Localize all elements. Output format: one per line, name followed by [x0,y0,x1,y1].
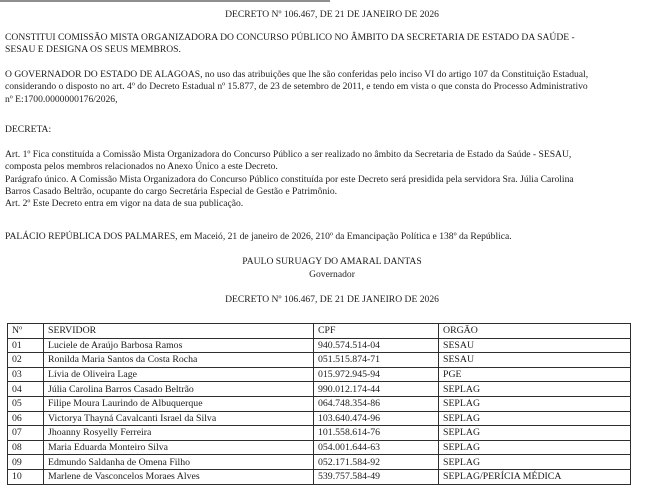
table-cell: Edmundo Saldanha de Omena Filho [44,455,314,470]
signature-name: PAULO SURUAGY DO AMARAL DANTAS [242,256,422,267]
table-header-cell: Nº [8,324,44,339]
table-cell: SESAU [439,353,631,368]
table-cell: 940.574.514-04 [314,338,439,353]
table-cell: 02 [8,353,44,368]
text-line: Parágrafo único. A Comissão Mista Organizadora do Concurso Público constituída por este Decreto será presidida pela servidora Sra. Júlia Carolina [5,173,574,185]
table-cell: 04 [8,382,44,397]
table-row [8,469,631,484]
table-cell: Marlene de Vasconcelos Moraes Alves [44,469,314,484]
table-row [8,353,631,368]
text-line: O GOVERNADOR DO ESTADO DE ALAGOAS, no uso das atribuições que lhe são conferidas pelo inciso VI do artigo 107 da Constituição Estadual, [5,69,589,80]
table-cell: 101.558.614-76 [314,426,439,441]
table-row [8,426,631,441]
table-row [8,411,631,426]
table-cell: 09 [8,455,44,470]
annex-decree-title: DECRETO Nº 106.467, DE 21 DE JANEIRO DE 2026 [225,294,439,305]
table-header-cell: ORGÃO [439,324,631,339]
table-cell: SEPLAG [439,440,631,455]
decree-preamble [5,69,660,106]
table-cell: 05 [8,396,44,411]
decree-articles [5,149,660,210]
text-line: nº E:1700.0000000176/2026, [5,93,118,105]
table-cell: 990.012.174-44 [314,382,439,397]
table-row [8,440,631,455]
table-cell: PGE [439,367,631,382]
text-line: Art. 1º Fica constituída a Comissão Mista Organizadora do Concurso Público a ser realizado no âmbito da Secretaria de Estado da Saúde - SESAU, [5,149,572,160]
table-cell: Ronilda Maria Santos da Costa Rocha [44,353,314,368]
servants-table [7,323,631,485]
text-line: considerando o disposto no art. 4º do Decreto Estadual nº 15.877, de 23 de setembro de 2011, e tendo em vista o que consta do Processo Administrativo [5,81,588,93]
table-cell: SEPLAG [439,455,631,470]
table-cell: Jhoanny Rosyelly Ferreira [44,426,314,441]
decreta-label: DECRETA: [5,124,52,135]
table-row [8,367,631,382]
table-row [8,396,631,411]
table-row [8,338,631,353]
signature-role: Governador [309,269,355,280]
table-cell: 07 [8,426,44,441]
table-cell: 054.001.644-63 [314,440,439,455]
table-cell: SEPLAG [439,426,631,441]
text-line: Art. 2º Este Decreto entra em vigor na data de sua publicação. [5,198,244,210]
table-header-row [8,324,631,339]
table-cell: 01 [8,338,44,353]
table-cell: SEPLAG [439,411,631,426]
table-row [8,455,631,470]
table-cell: 015.972.945-94 [314,367,439,382]
table-header-cell: SERVIDOR [44,324,314,339]
text-line: SESAU E DESIGNA OS SEUS MEMBROS. [5,44,181,56]
top-rule [0,0,330,2]
table-cell: 064.748.354-86 [314,396,439,411]
table-cell: SEPLAG [439,396,631,411]
table-cell: Lívia de Oliveira Lage [44,367,314,382]
servants-table-body [8,338,631,484]
text-line: composta pelos membros relacionados no Anexo Único a este Decreto. [5,161,278,173]
table-row [8,382,631,397]
table-cell: 051.515.874-71 [314,353,439,368]
table-cell: Filipe Moura Laurindo de Albuquerque [44,396,314,411]
table-cell: 103.640.474-96 [314,411,439,426]
table-cell: Maria Eduarda Monteiro Silva [44,440,314,455]
table-header-cell: CPF [314,324,439,339]
palace-dateline: PALÁCIO REPÚBLICA DOS PALMARES, em Maceió, 21 de janeiro de 2026, 210º da Emancipação Política e 138º da República. [5,231,512,242]
table-cell: 08 [8,440,44,455]
table-cell: 03 [8,367,44,382]
table-cell: SEPLAG [439,382,631,397]
table-cell: SESAU [439,338,631,353]
text-line: Barros Casado Beltrão, ocupante do cargo Secretária Especial de Gestão e Patrimônio. [5,185,338,197]
table-cell: Luciele de Araújo Barbosa Ramos [44,338,314,353]
table-cell: 539.757.584-49 [314,469,439,484]
decree-title: DECRETO Nº 106.467, DE 21 DE JANEIRO DE 2026 [225,9,439,20]
table-cell: SEPLAG/PERÍCIA MÉDICA [439,469,631,484]
table-cell: Júlia Carolina Barros Casado Beltrão [44,382,314,397]
text-line: CONSTITUI COMISSÃO MISTA ORGANIZADORA DO CONCURSO PÚBLICO NO ÂMBITO DA SECRETARIA DE ESTADO DA SAÚDE - [5,32,575,43]
table-cell: 052.171.584-92 [314,455,439,470]
decree-subject [5,32,660,57]
table-cell: 10 [8,469,44,484]
table-cell: 06 [8,411,44,426]
table-cell: Victorya Thayná Cavalcanti Israel da Silva [44,411,314,426]
